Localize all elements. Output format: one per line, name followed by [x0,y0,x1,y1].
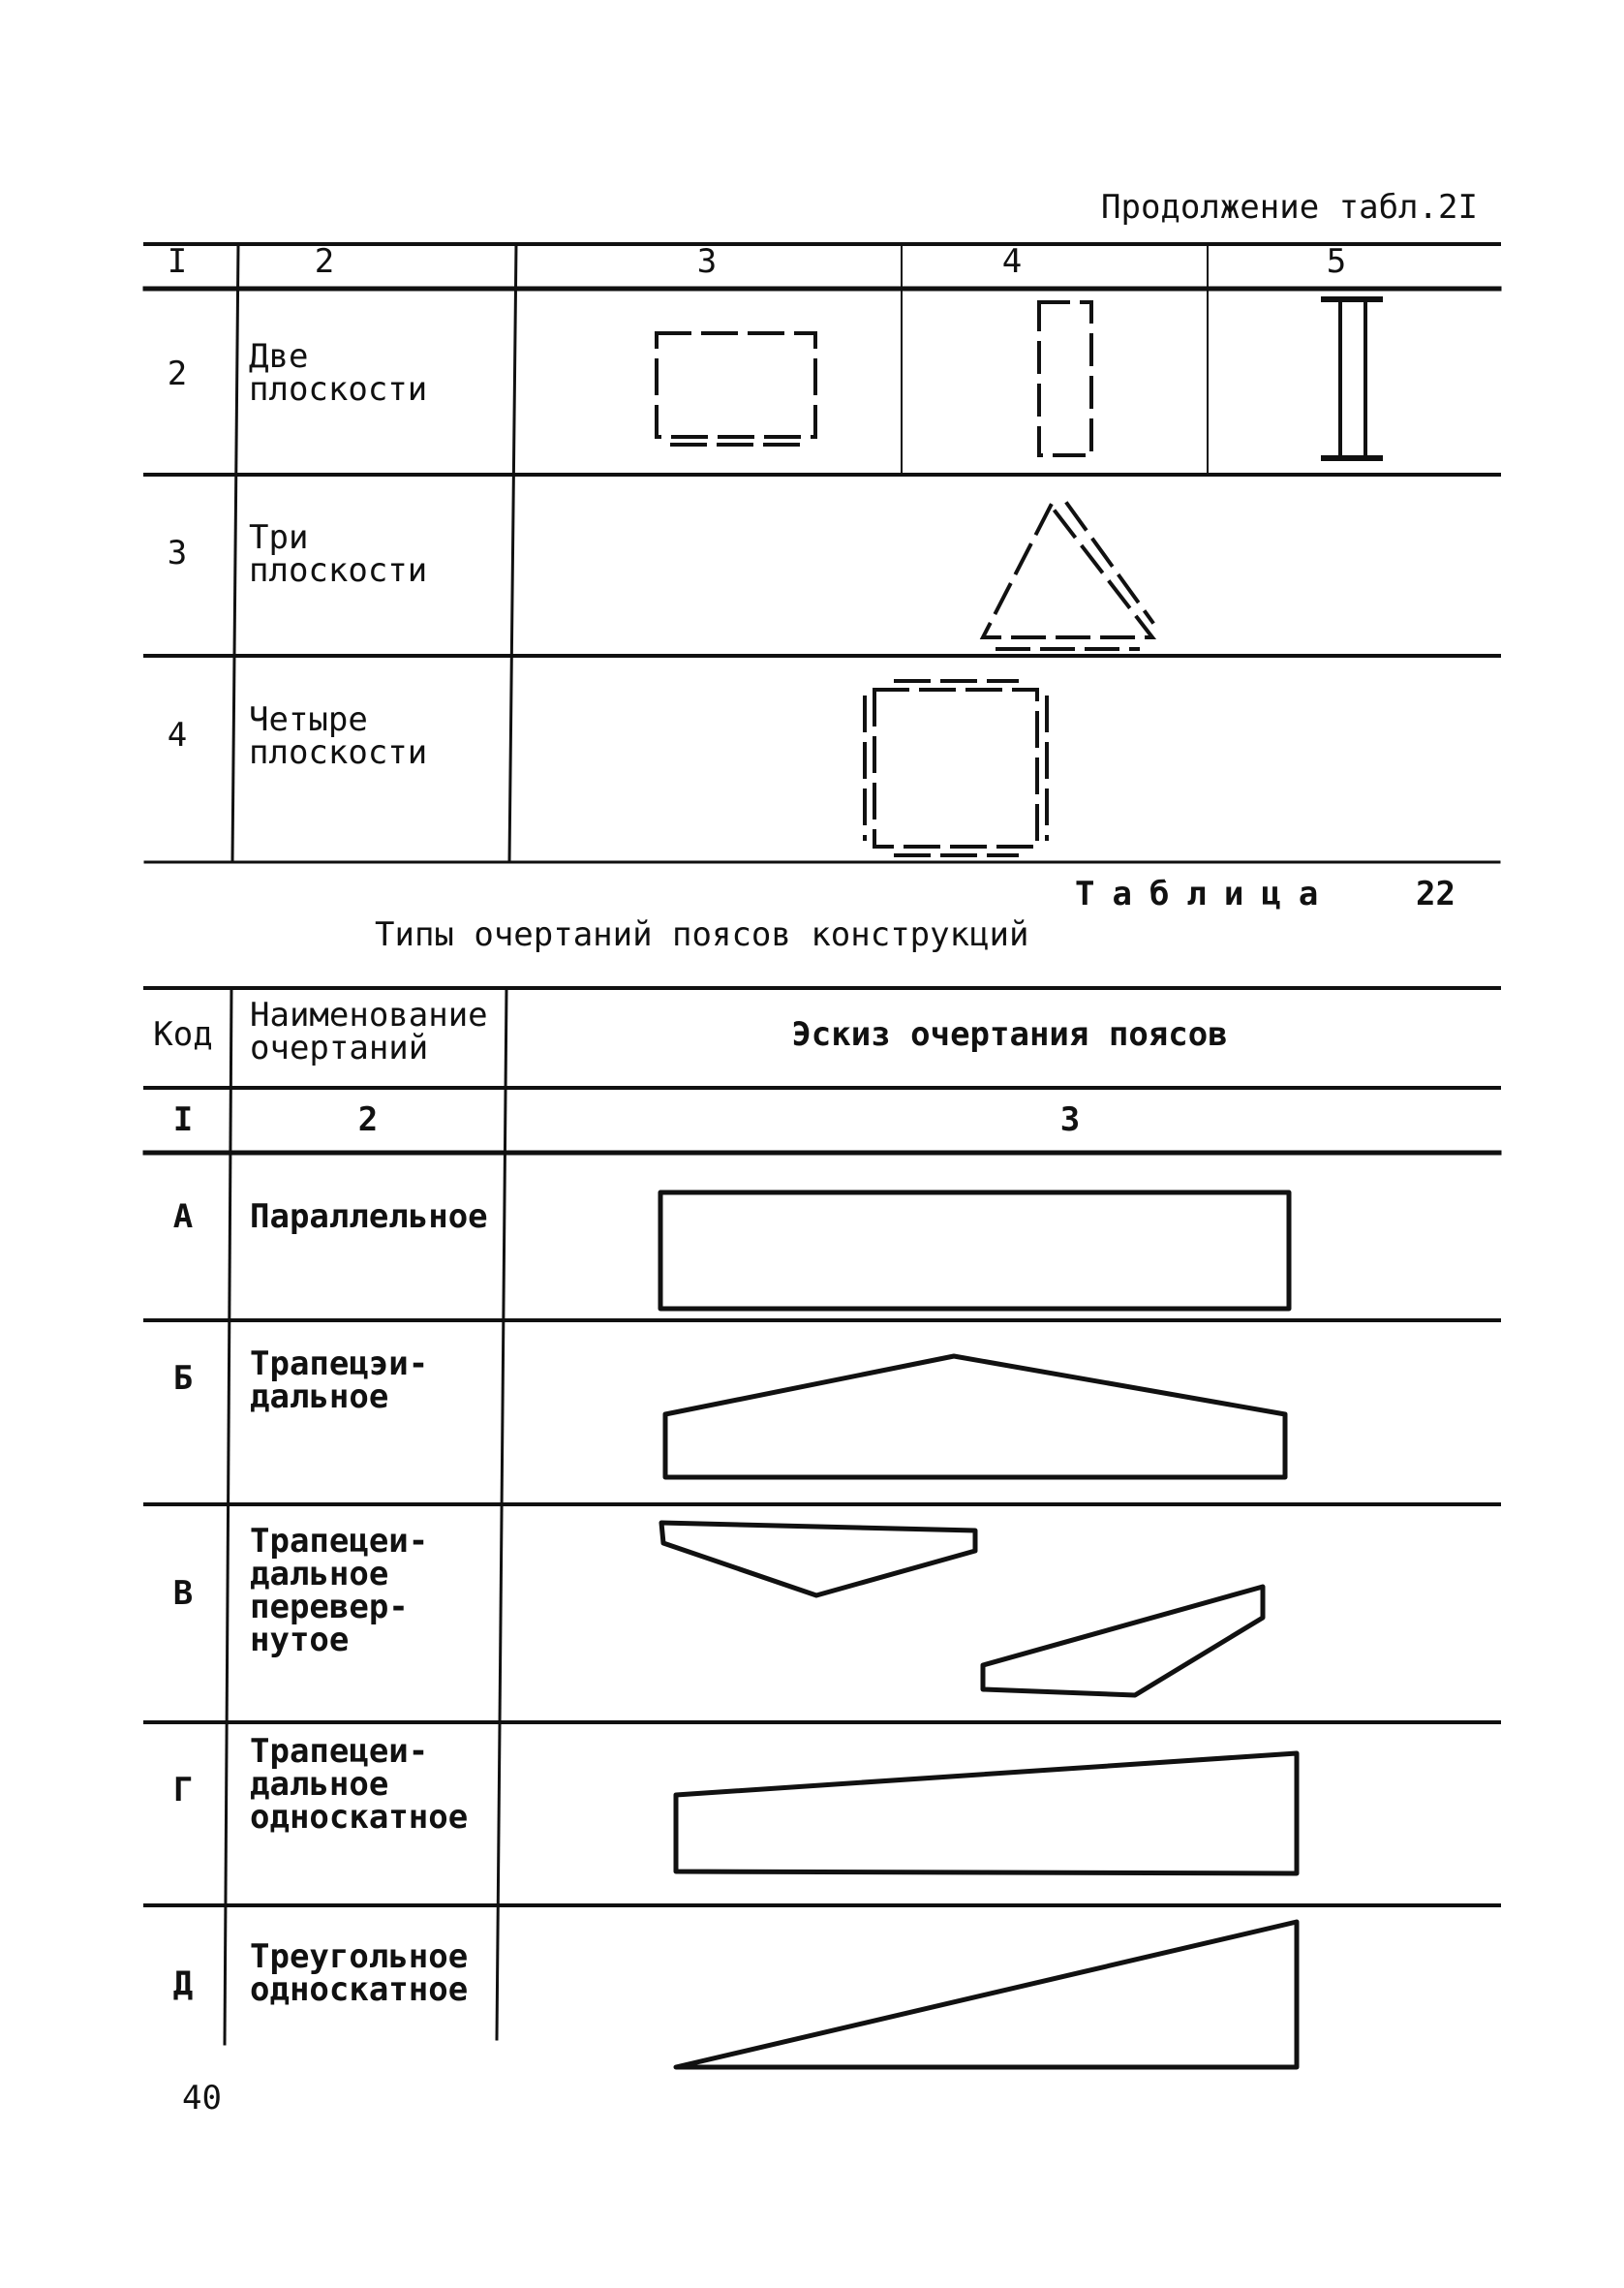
table21-col-num-3: 3 [696,242,718,281]
table21-col-num-2: 2 [314,242,335,281]
table22-col-rule [497,988,506,2039]
table21-row-name: Три [249,518,309,557]
continuation-title: Продолжение табл.2I [1101,188,1478,227]
sketch-two-planes-wide [657,333,815,445]
sketch-three-planes-triangle [983,504,1152,649]
table22-number: 22 [1416,875,1455,913]
table22-row-name: односкатное [250,1798,469,1837]
table21-row-code: 4 [167,716,188,755]
table22-row-code: Д [172,1964,194,2003]
sketch-two-planes-narrow [1039,302,1091,455]
table21-col-num-4: 4 [1001,242,1023,281]
table22-header-name: очертаний [250,1029,429,1067]
table22-row-code: А [172,1197,194,1236]
table22-row-name: Трапецэи- [250,1345,429,1383]
sketch-trapezoidal-inverted-right [983,1587,1263,1695]
table22-row-name: дальное [250,1765,389,1804]
table22-row-name: Треугольное [250,1937,469,1976]
sketch-trapezoidal [665,1356,1285,1477]
table21-row-name: Четыре [249,700,368,739]
table22-row-name: Параллельное [250,1197,488,1236]
table21-row-name: Две [249,337,309,376]
table22-col-num-2: 2 [357,1100,379,1139]
table21-col-num-5: 5 [1326,242,1347,281]
sketch-two-planes-ibeam [1324,299,1380,458]
table22-header-sketch: Эскиз очертания поясов [791,1015,1228,1054]
table22-row-code: Б [172,1359,194,1398]
table22-row-name: Трапецеи- [250,1732,429,1771]
table22-row-name: нутое [250,1621,350,1659]
page-number: 40 [182,2079,222,2118]
sketch-triangular-single-slope [676,1922,1297,2067]
table21-row-name: плоскости [249,370,428,409]
sketch-trapezoidal-inverted-left [661,1523,975,1595]
table22-col-rule [225,988,231,2044]
table22-row-code: В [172,1574,194,1613]
sketch-trapezoidal-single-slope [676,1753,1297,1873]
table22-row-name: дальное [250,1555,389,1593]
table22-col-num-1: I [172,1100,194,1139]
table22-row-code: Г [172,1771,194,1809]
table22-header-code: Код [153,1015,213,1054]
table21-col-rule [509,244,516,862]
table21-col-rule [232,244,238,862]
sketch-parallel [660,1192,1289,1309]
table21-row-name: плоскости [249,551,428,590]
table22-title: Типы очертаний поясов конструкций [375,915,1029,954]
table21-row-name: плоскости [249,733,428,772]
table22-row-name: Трапецеи- [250,1522,429,1561]
table21-row-code: 2 [167,355,188,393]
table22-row-name: дальное [250,1377,389,1416]
sketch-four-planes-square [865,681,1047,855]
table22-row-name: односкатное [250,1970,469,2009]
table22-header-name: Наименование [250,996,488,1035]
table21-row-code: 3 [167,534,188,572]
table22-label: Таблица [1075,875,1336,913]
table22-col-num-3: 3 [1059,1100,1081,1139]
table21-col-num-1: I [167,242,188,281]
table22-row-name: перевер- [250,1588,409,1626]
